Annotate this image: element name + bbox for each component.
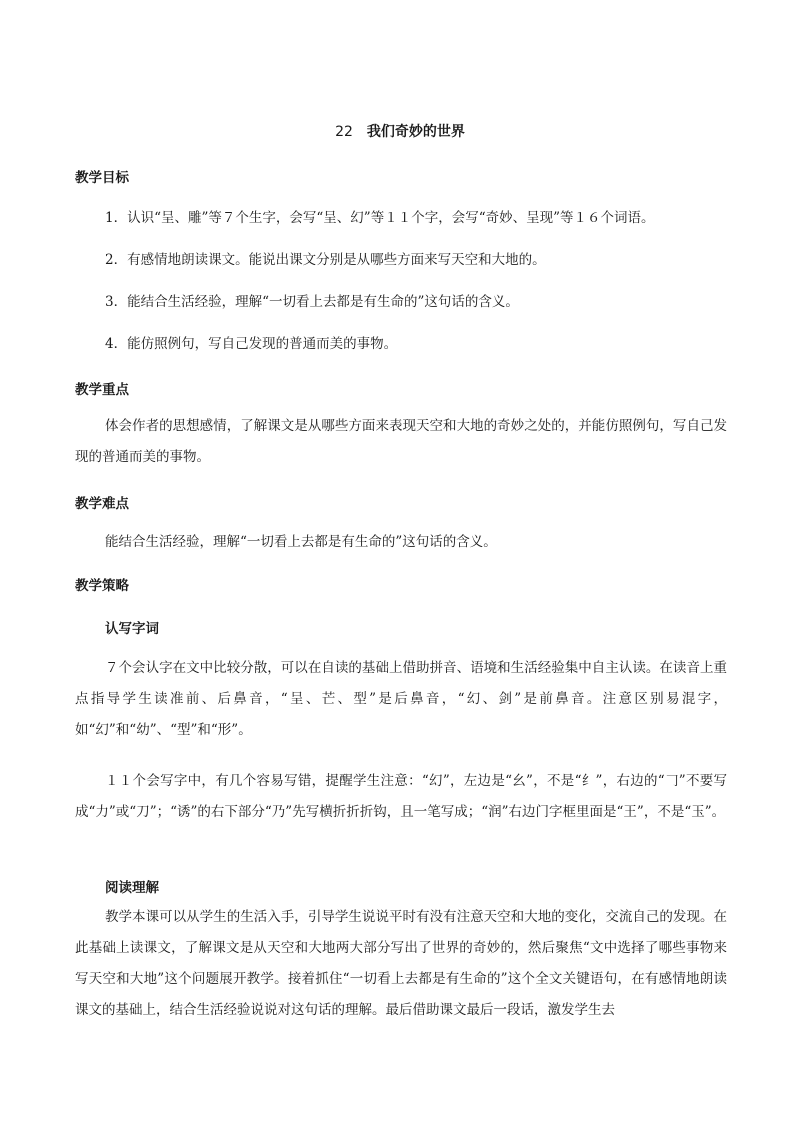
words-paragraph-1: ７个会认字在文中比较分散，可以在自读的基础上借助拼音、语境和生活经验集中自主认读。在读音上重点指导学生读准前、后鼻音，“呈、芒、型”是后鼻音，“幻、剑”是前鼻音。注意区别易混字，如“幻”和“幼”、“型”和“形”。 (75, 660, 727, 738)
lesson-title: 我们奇妙的世界 (366, 124, 465, 140)
words-paragraph-2: １１个会写字中，有几个容易写错，提醒学生注意：“幻”，左边是“幺”，不是“纟”，右边的“𠃌”不要写成“力”或“刀”；“诱”的右下部分“乃”先写横折折折钩，且一笔写成；“润”右边门字框里面是“王”，不是“玉”。 (75, 773, 727, 820)
objective-item-3: 3．能结合生活经验，理解“一切看上去都是有生命的”这句话的含义。 (105, 294, 519, 310)
objective-item-2: 2．有感情地朗读课文。能说出课文分别是从哪些方面来写天空和大地的。 (105, 252, 546, 268)
lesson-number: 22 (335, 124, 353, 140)
reading-subheading: 阅读理解 (105, 880, 159, 896)
objective-item-4: 4．能仿照例句，写自己发现的普通而美的事物。 (105, 336, 398, 352)
difficulties-text: 能结合生活经验，理解“一切看上去都是有生命的”这句话的含义。 (105, 534, 497, 550)
key-points-text: 体会作者的思想感情，了解课文是从哪些方面来表现天空和大地的奇妙之处的，并能仿照例句，写自己发现的普通而美的事物。 (75, 418, 727, 465)
key-points-heading: 教学重点 (75, 382, 129, 398)
difficulties-heading: 教学难点 (75, 496, 129, 512)
page-title (0, 121, 800, 141)
objectives-heading: 教学目标 (75, 170, 129, 186)
objective-item-1: 1．认识“呈、雕”等７个生字，会写“呈、幻”等１１个字，会写“奇妙、呈现”等１６个词语。 (105, 210, 655, 226)
reading-paragraph-1: 教学本课可以从学生的生活入手，引导学生说说平时有没有注意天空和大地的变化，交流自己的发现。在此基础上读课文，了解课文是从天空和大地两大部分写出了世界的奇妙的，然后聚焦“文中选择了哪些事物来写天空和大地”这个问题展开教学。接着抓住“一切看上去都是有生命的”这个全文关键语句，在有感情地朗读课文的基础上，结合生活经验说说对这句话的理解。最后借助课文最后一段话，激发学生去 (75, 909, 727, 1018)
strategies-heading: 教学策略 (75, 578, 129, 594)
words-subheading: 认写字词 (105, 621, 159, 637)
